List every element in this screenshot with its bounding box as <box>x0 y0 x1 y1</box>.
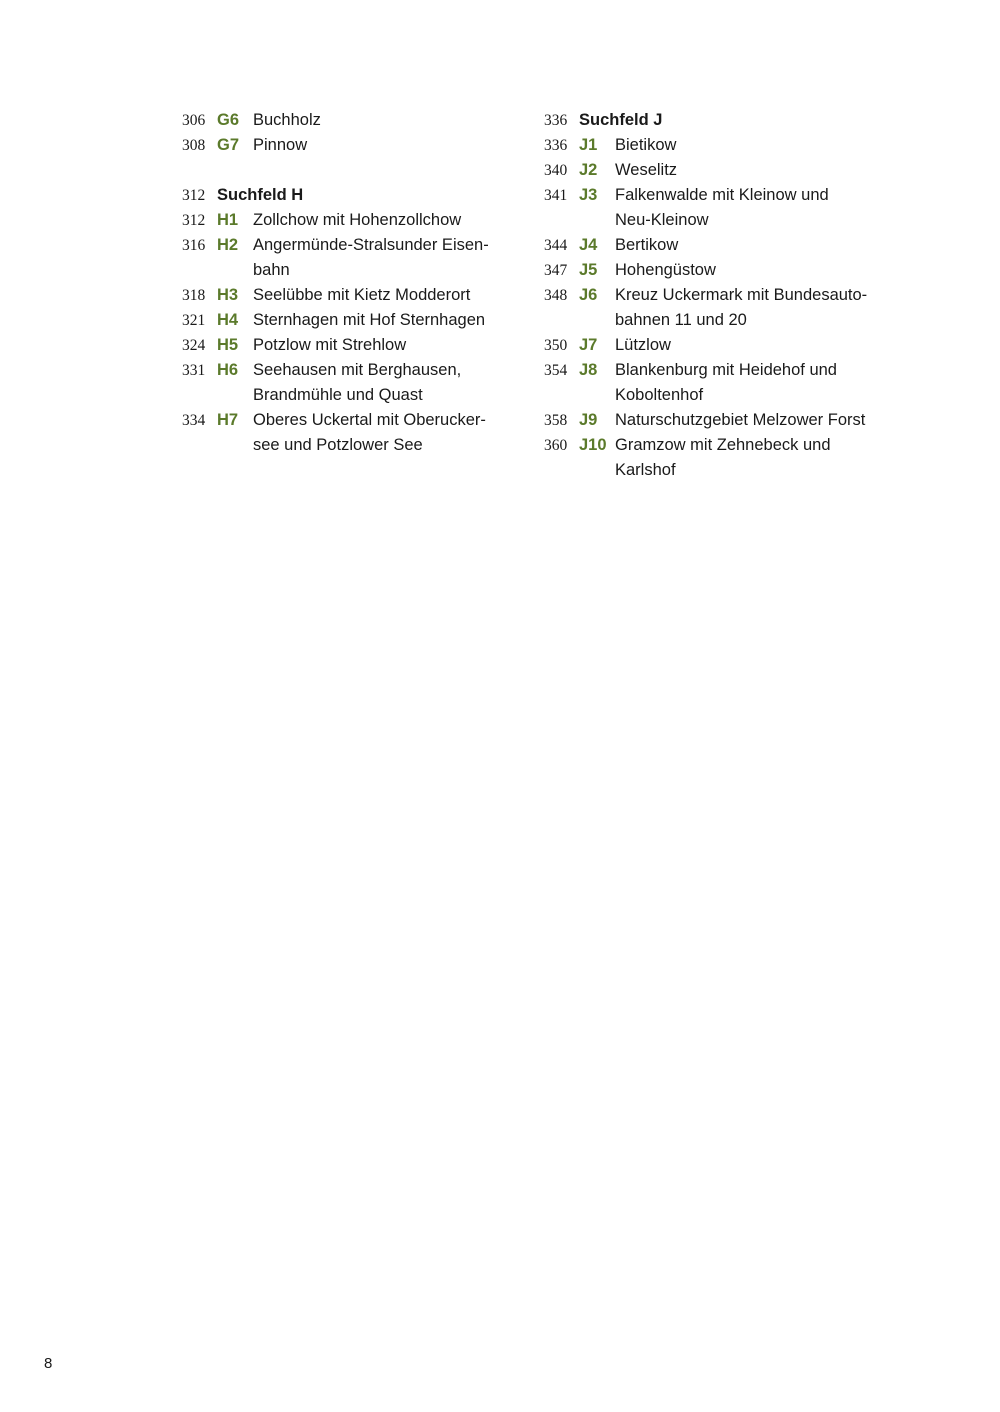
toc-code: J1 <box>579 136 598 154</box>
toc-entry <box>182 333 522 358</box>
toc-code: H7 <box>217 411 239 429</box>
toc-entry <box>182 358 522 408</box>
toc-code: G7 <box>217 136 240 154</box>
toc-title: Sternhagen mit Hof Sternhagen <box>253 311 486 329</box>
toc-entry <box>544 183 894 233</box>
toc-title: Oberes Uckertal mit Oberucker- <box>253 411 486 429</box>
toc-title: Angermünde-Stralsunder Eisen- <box>253 236 489 254</box>
toc-code: J10 <box>579 436 607 454</box>
toc-page-number: 360 <box>544 437 568 454</box>
toc-code: J4 <box>579 236 598 254</box>
toc-page-number: 316 <box>182 237 206 254</box>
toc-page-number: 344 <box>544 237 568 254</box>
toc-title: Blankenburg mit Heidehof und <box>615 361 837 379</box>
toc-entry <box>544 233 894 258</box>
toc-page-number: 354 <box>544 362 568 379</box>
toc-code: J6 <box>579 286 598 304</box>
toc-page-number: 334 <box>182 412 206 429</box>
toc-title-continuation: bahn <box>253 261 290 279</box>
toc-title: Pinnow <box>253 136 308 154</box>
toc-title-continuation: Koboltenhof <box>615 386 704 404</box>
toc-section-heading <box>182 183 522 208</box>
page-number-footer: 8 <box>44 1355 53 1372</box>
toc-entry <box>182 208 522 233</box>
toc-entry <box>544 433 894 483</box>
toc-code: H3 <box>217 286 239 304</box>
toc-title-continuation: Neu-Kleinow <box>615 211 709 229</box>
toc-title: Seehausen mit Berghausen, <box>253 361 462 379</box>
toc-title: Gramzow mit Zehnebeck und <box>615 436 831 454</box>
toc-code: H5 <box>217 336 239 354</box>
toc-column-right <box>544 108 894 483</box>
toc-title: Kreuz Uckermark mit Bundesauto- <box>615 286 868 304</box>
toc-code: J3 <box>579 186 598 204</box>
toc-page-number: 324 <box>182 337 206 354</box>
toc-title: Naturschutzgebiet Melzower Forst <box>615 411 866 429</box>
toc-section-heading <box>544 108 894 133</box>
toc-title: Falkenwalde mit Kleinow und <box>615 186 829 204</box>
toc-page-number: 331 <box>182 362 206 379</box>
toc-page-number: 321 <box>182 312 206 329</box>
toc-entry <box>182 408 522 458</box>
toc-entry <box>544 358 894 408</box>
toc-entry <box>544 158 894 183</box>
toc-page-number: 348 <box>544 287 568 304</box>
toc-title-continuation: see und Potzlower See <box>253 436 423 454</box>
toc-page-number: 308 <box>182 137 206 154</box>
toc-entry <box>544 133 894 158</box>
toc-title-continuation: Brandmühle und Quast <box>253 386 423 404</box>
toc-code: J8 <box>579 361 598 379</box>
toc-code: J7 <box>579 336 598 354</box>
toc-title: Lützlow <box>615 336 671 354</box>
toc-code: H1 <box>217 211 239 229</box>
toc-title-continuation: Karlshof <box>615 461 676 479</box>
toc-page-number: 341 <box>544 187 568 204</box>
toc-title: Zollchow mit Hohenzollchow <box>253 211 462 229</box>
toc-column-left <box>182 108 522 458</box>
section-title: Suchfeld H <box>217 186 304 204</box>
toc-code: J5 <box>579 261 598 279</box>
section-title: Suchfeld J <box>579 111 663 129</box>
toc-entry <box>544 333 894 358</box>
toc-entry <box>182 133 522 158</box>
toc-page-number: 358 <box>544 412 568 429</box>
toc-entry <box>182 283 522 308</box>
toc-page-number: 340 <box>544 162 568 179</box>
toc-title: Seelübbe mit Kietz Modderort <box>253 286 471 304</box>
toc-entry <box>182 233 522 283</box>
toc-entry <box>544 283 894 333</box>
toc-page-number: 312 <box>182 212 206 229</box>
toc-page-number: 347 <box>544 262 568 279</box>
toc-page-number: 336 <box>544 112 568 129</box>
toc-code: H6 <box>217 361 239 379</box>
toc-code: H2 <box>217 236 239 254</box>
toc-title-continuation: bahnen 11 und 20 <box>615 311 747 329</box>
toc-title: Weselitz <box>615 161 678 179</box>
toc-page-number: 312 <box>182 187 206 204</box>
toc-title: Buchholz <box>253 111 321 129</box>
toc-page-number: 336 <box>544 137 568 154</box>
toc-entry <box>182 308 522 333</box>
toc-entry <box>182 108 522 133</box>
toc-code: G6 <box>217 111 240 129</box>
toc-page-number: 350 <box>544 337 568 354</box>
toc-entry <box>544 408 894 433</box>
toc-title: Potzlow mit Strehlow <box>253 336 407 354</box>
toc-code: H4 <box>217 311 239 329</box>
toc-page-number: 318 <box>182 287 206 304</box>
toc-entry <box>544 258 894 283</box>
toc-title: Hohengüstow <box>615 261 716 279</box>
toc-code: J9 <box>579 411 598 429</box>
toc-title: Bertikow <box>615 236 679 254</box>
toc-title: Bietikow <box>615 136 677 154</box>
toc-code: J2 <box>579 161 598 179</box>
toc-page-number: 306 <box>182 112 206 129</box>
